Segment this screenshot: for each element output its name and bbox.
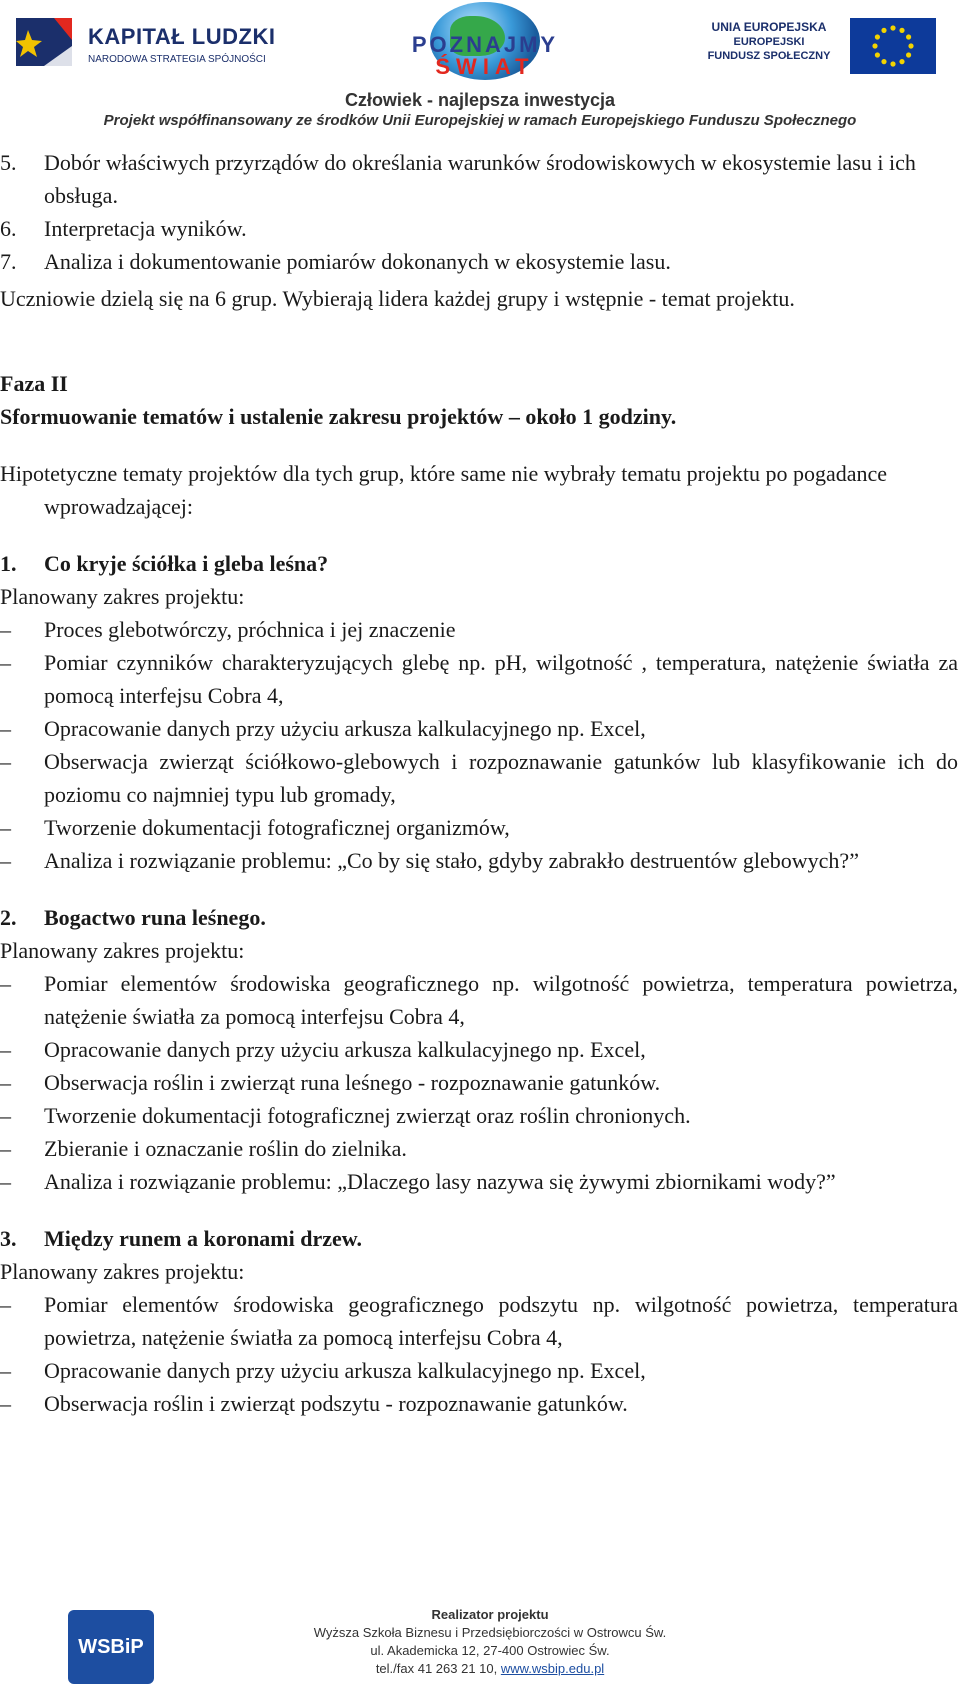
page-header bbox=[0, 0, 960, 132]
dash-marker: – bbox=[0, 650, 11, 675]
list-item bbox=[0, 613, 958, 646]
list-item-text: Tworzenie dokumentacji fotograficznej organizmów, bbox=[44, 815, 510, 840]
list-item bbox=[0, 712, 958, 745]
header-slogan: Człowiek - najlepsza inwestycja bbox=[344, 90, 616, 110]
groups-paragraph: Uczniowie dzielą się na 6 grup. Wybierają lidera każdej grupy i wstępnie - temat projektu. bbox=[0, 286, 795, 311]
poznajmy-swiat-logo bbox=[380, 2, 590, 82]
eu-logo-text bbox=[694, 20, 844, 63]
list-item bbox=[0, 1165, 958, 1198]
project-section bbox=[0, 1222, 958, 1420]
eu-logo bbox=[694, 18, 944, 74]
wsbip-logo bbox=[68, 1610, 154, 1684]
dash-marker: – bbox=[0, 716, 11, 741]
page-footer bbox=[0, 1604, 960, 1686]
phase-title: Faza II bbox=[0, 371, 68, 396]
scope-label: Planowany zakres projektu: bbox=[0, 938, 245, 963]
list-item-text: Dobór właściwych przyrządów do określania warunków środowiskowych w ekosystemie lasu i ich obsługa. bbox=[44, 150, 916, 208]
cofinancing-note: Projekt współfinansowany ze środków Unii Europejskiej w ramach Europejskiego Funduszu Społecznego bbox=[103, 112, 857, 129]
list-item bbox=[0, 745, 958, 811]
project-heading bbox=[0, 901, 958, 934]
poznajmy-word: POZNAJMY bbox=[411, 32, 559, 57]
project-number: 2. bbox=[0, 905, 17, 930]
project-heading bbox=[0, 547, 958, 580]
kapital-ludzki-subtitle: NARODOWA STRATEGIA SPÓJNOŚCI bbox=[88, 54, 266, 65]
scope-label: Planowany zakres projektu: bbox=[0, 584, 245, 609]
footer-info bbox=[280, 1606, 700, 1678]
list-item-text: Proces glebotwórczy, próchnica i jej znaczenie bbox=[44, 617, 456, 642]
list-number: 7. bbox=[0, 249, 17, 274]
list-item-text: Analiza i rozwiązanie problemu: „Co by się stało, gdyby zabrakło destruentów glebowych?” bbox=[44, 848, 859, 873]
list-item bbox=[0, 646, 958, 712]
list-number: 5. bbox=[0, 150, 17, 175]
list-item-text: Obserwacja zwierząt ściółkowo-glebowych i rozpoznawanie gatunków lub klasyfikowanie ich do poziomu co najmniej typu lub gromady, bbox=[44, 749, 958, 807]
dash-marker: – bbox=[0, 1391, 11, 1416]
phase-subtitle: Sformuowanie tematów i ustalenie zakresu projektów – około 1 godziny. bbox=[0, 404, 677, 429]
list-item-text: Obserwacja roślin i zwierząt podszytu - rozpoznawanie gatunków. bbox=[44, 1391, 628, 1416]
dash-marker: – bbox=[0, 1037, 11, 1062]
dash-marker: – bbox=[0, 815, 11, 840]
list-item bbox=[0, 245, 958, 278]
list-item-text: Obserwacja roślin i zwierząt runa leśnego - rozpoznawanie gatunków. bbox=[44, 1070, 661, 1095]
dash-marker: – bbox=[0, 1169, 11, 1194]
footer-address: ul. Akademicka 12, 27-400 Ostrowiec Św. bbox=[370, 1643, 610, 1658]
list-item-text: Pomiar elementów środowiska geograficznego np. wilgotność powietrza, temperatura powietrza, natężenie światła za pomocą interfejsu Cobra 4, bbox=[44, 971, 958, 1029]
dash-marker: – bbox=[0, 1136, 11, 1161]
scope-label: Planowany zakres projektu: bbox=[0, 1259, 245, 1284]
list-item bbox=[0, 811, 958, 844]
project-heading bbox=[0, 1222, 958, 1255]
list-item-text: Interpretacja wyników. bbox=[44, 216, 247, 241]
kapital-ludzki-title: KAPITAŁ LUDZKI bbox=[88, 24, 276, 49]
footer-website-link[interactable]: www.wsbip.edu.pl bbox=[500, 1661, 605, 1676]
footer-title: Realizator projektu bbox=[431, 1607, 549, 1622]
project-title: Między runem a koronami drzew. bbox=[44, 1226, 362, 1251]
list-item-text: Opracowanie danych przy użyciu arkusza kalkulacyjnego np. Excel, bbox=[44, 1358, 646, 1383]
list-item-text: Opracowanie danych przy użyciu arkusza kalkulacyjnego np. Excel, bbox=[44, 716, 646, 741]
dash-marker: – bbox=[0, 971, 11, 996]
project-title: Co kryje ściółka i gleba leśna? bbox=[44, 551, 329, 576]
list-item-text: Analiza i rozwiązanie problemu: „Dlaczego lasy nazywa się żywymi zbiornikami wody?” bbox=[44, 1169, 836, 1194]
list-item bbox=[0, 1033, 958, 1066]
list-item-text: Tworzenie dokumentacji fotograficznej zwierząt oraz roślin chronionych. bbox=[44, 1103, 691, 1128]
list-item bbox=[0, 1132, 958, 1165]
list-item-text: Pomiar elementów środowiska geograficznego podszytu np. wilgotność powietrza, temperatura powietrza, natężenie światła za pomocą interfejsu Cobra 4, bbox=[44, 1292, 958, 1350]
footer-contact bbox=[280, 1660, 700, 1678]
list-item-text: Pomiar czynników charakteryzujących glebę np. pH, wilgotność , temperatura, natężenie światła za pomocą interfejsu Cobra 4, bbox=[44, 650, 958, 708]
list-item bbox=[0, 1066, 958, 1099]
dash-marker: – bbox=[0, 1103, 11, 1128]
list-item bbox=[0, 844, 958, 877]
dash-marker: – bbox=[0, 749, 11, 774]
footer-institution: Wyższa Szkoła Biznesu i Przedsiębiorczości w Ostrowcu Św. bbox=[313, 1625, 667, 1640]
swiat-word: ŚWIAT bbox=[435, 54, 535, 79]
list-item bbox=[0, 1099, 958, 1132]
list-item bbox=[0, 967, 958, 1033]
wsbip-logo-text: WSBiP bbox=[78, 1636, 144, 1658]
project-section bbox=[0, 547, 958, 877]
project-section bbox=[0, 901, 958, 1198]
project-number: 1. bbox=[0, 551, 17, 576]
list-item bbox=[0, 1354, 958, 1387]
project-title: Bogactwo runa leśnego. bbox=[44, 905, 266, 930]
dash-marker: – bbox=[0, 617, 11, 642]
eu-flag-icon bbox=[850, 18, 936, 74]
kapital-ludzki-logo bbox=[14, 10, 304, 78]
eu-logo-line2: EUROPEJSKI bbox=[733, 36, 805, 48]
list-number: 6. bbox=[0, 216, 17, 241]
dash-marker: – bbox=[0, 1358, 11, 1383]
project-number: 3. bbox=[0, 1226, 17, 1251]
dash-marker: – bbox=[0, 848, 11, 873]
list-item-text: Opracowanie danych przy użyciu arkusza kalkulacyjnego np. Excel, bbox=[44, 1037, 646, 1062]
intro-list bbox=[0, 146, 958, 278]
kapital-ludzki-emblem-icon bbox=[14, 10, 78, 74]
list-item bbox=[0, 146, 958, 212]
list-item-text: Analiza i dokumentowanie pomiarów dokonanych w ekosystemie lasu. bbox=[44, 249, 671, 274]
dash-marker: – bbox=[0, 1292, 11, 1317]
eu-logo-line3: FUNDUSZ SPOŁECZNY bbox=[707, 50, 831, 62]
eu-logo-line1: UNIA EUROPEJSKA bbox=[711, 20, 827, 34]
footer-phone: tel./fax 41 263 21 10, bbox=[375, 1661, 501, 1676]
dash-marker: – bbox=[0, 1070, 11, 1095]
document-body bbox=[0, 146, 958, 1420]
list-item bbox=[0, 212, 958, 245]
hypothetical-paragraph: Hipotetyczne tematy projektów dla tych grup, które same nie wybrały tematu projektu po pogadance wprowadzającej: bbox=[0, 461, 888, 519]
list-item bbox=[0, 1288, 958, 1354]
list-item-text: Zbieranie i oznaczanie roślin do zielnika. bbox=[44, 1136, 407, 1161]
list-item bbox=[0, 1387, 958, 1420]
